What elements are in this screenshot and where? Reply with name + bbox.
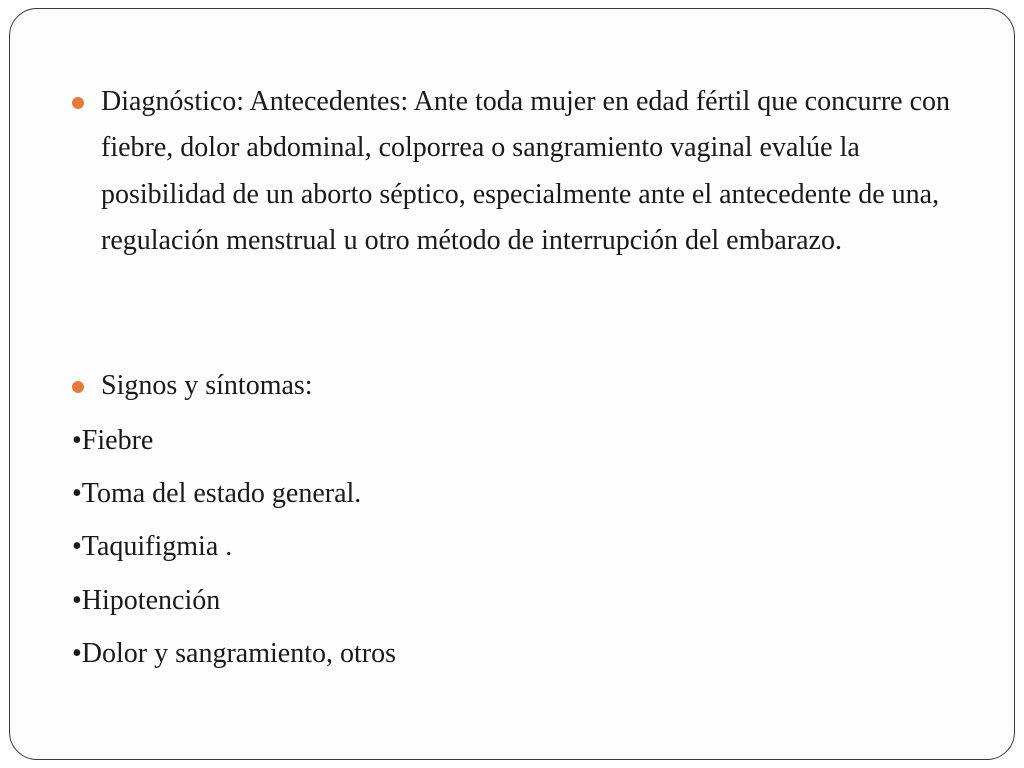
list-item: •Toma del estado general. — [72, 478, 362, 509]
list-item: •Fiebre — [72, 425, 154, 456]
bullet-icon — [72, 381, 84, 393]
bullet-icon — [72, 97, 84, 109]
signos-heading: Signos y síntomas: — [101, 370, 313, 401]
diagnostico-paragraph: Diagnóstico: Antecedentes: Ante toda mujer en edad fértil que concurre con fiebre, dolor abdominal, colporrea o sangramiento vaginal evalúe la posibilidad de un aborto séptico, especialmente ante el antecedente de una, regulación menstrual u otro método de interrupción del embarazo. — [101, 86, 951, 256]
list-item: •Dolor y sangramiento, otros — [72, 638, 396, 669]
list-item: •Hipotención — [72, 585, 221, 616]
list-item: •Taquifigmia . — [72, 531, 233, 562]
